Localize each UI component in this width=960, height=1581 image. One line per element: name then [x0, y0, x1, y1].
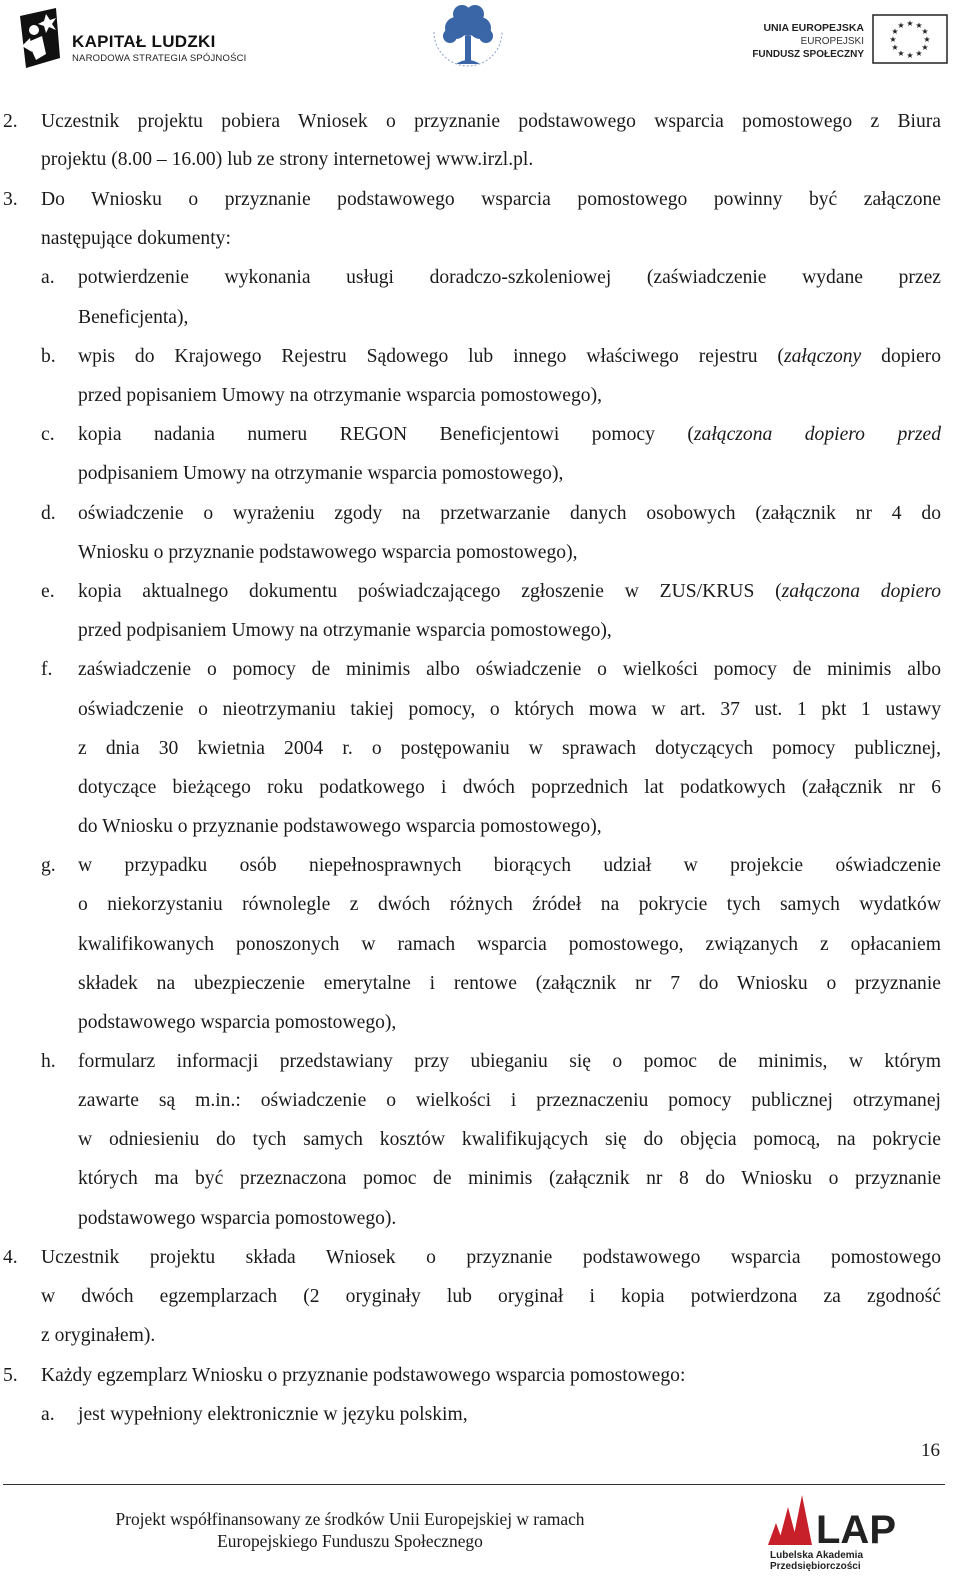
- page-number: 16: [921, 1440, 940, 1461]
- item-text-line: [78, 423, 941, 447]
- lap-text: LAP: [816, 1508, 896, 1552]
- item-text-line: [78, 580, 941, 604]
- item-text-line: zaświadczenie o pomocy de minimis albo oświadczenie o wielkości pomocy de minimis albo: [78, 659, 941, 680]
- svg-text:★: ★: [915, 21, 923, 30]
- tree-logo-icon: [420, 2, 516, 80]
- item-text-line: Wniosku o przyznanie podstawowego wsparcia pomostowego),: [78, 542, 578, 563]
- kapital-ludzki-title: KAPITAŁ LUDZKI: [72, 32, 216, 51]
- lap-caption: [770, 1550, 863, 1572]
- item-text-line: kwalifikowanych ponoszonych w ramach wsparcia pomostowego, związanych z opłacaniem: [78, 934, 941, 955]
- item-letter: f.: [41, 659, 53, 680]
- item-number: 2.: [3, 111, 18, 132]
- item-letter: b.: [41, 346, 56, 367]
- svg-text:★: ★: [921, 43, 929, 52]
- item-text-line: podstawowego wsparcia pomostowego),: [78, 1012, 397, 1033]
- item-text-line: o niekorzystaniu równolegle z dwóch różnych źródeł na pokrycie tych samych wydatków: [78, 894, 941, 915]
- item-text-line: oświadczenie o wyrażeniu zgody na przetwarzanie danych osobowych (załącznik nr 4 do: [78, 503, 941, 524]
- item-number: 5.: [3, 1365, 18, 1386]
- item-text-line: potwierdzenie wykonania usługi doradczo-szkoleniowej (zaświadczenie wydane przez: [78, 267, 941, 288]
- text-segment: dopiero: [861, 346, 941, 367]
- item-letter: h.: [41, 1051, 56, 1072]
- item-letter: a.: [41, 267, 55, 288]
- italic-segment: załączona dopiero przed: [693, 424, 941, 445]
- svg-text:★: ★: [915, 49, 923, 58]
- item-text-line: zawarte są m.in.: oświadczenie o wielkości i przeznaczeniu pomocy publicznej otrzymanej: [78, 1090, 941, 1111]
- item-text-line: w odniesieniu do tych samych kosztów kwalifikujących się do objęcia pomocą, na pokrycie: [78, 1129, 941, 1150]
- item-letter: d.: [41, 503, 56, 524]
- footer-divider: [3, 1484, 945, 1485]
- lap-caption-line-1: Lubelska Akademia: [770, 1550, 864, 1561]
- item-letter: c.: [41, 424, 55, 445]
- eu-logo: [752, 14, 950, 70]
- item-text-line: do Wniosku o przyznanie podstawowego wsparcia pomostowego),: [78, 816, 602, 837]
- eu-line-2: EUROPEJSKI: [800, 36, 864, 47]
- eu-line-3: FUNDUSZ SPOŁECZNY: [752, 49, 864, 60]
- item-text-line: Każdy egzemplarz Wniosku o przyznanie podstawowego wsparcia pomostowego:: [41, 1365, 686, 1386]
- item-text-line: oświadczenie o nieotrzymaniu takiej pomocy, o których mowa w art. 37 ust. 1 pkt 1 ustawy: [78, 699, 941, 720]
- item-number: 4.: [3, 1247, 18, 1268]
- item-text-line: przed podpisaniem Umowy na otrzymanie wsparcia pomostowego),: [78, 620, 612, 641]
- page-header: [0, 0, 960, 88]
- item-text-line: których ma być przeznaczona pomoc de minimis (załącznik nr 8 do Wniosku o przyznanie: [78, 1168, 941, 1189]
- svg-text:★: ★: [891, 27, 899, 36]
- svg-text:★: ★: [889, 35, 897, 44]
- item-text-line: następujące dokumenty:: [41, 228, 231, 249]
- item-text-line: projektu (8.00 – 16.00) lub ze strony internetowej www.irzl.pl.: [41, 149, 534, 170]
- item-text-line: z oryginałem).: [41, 1325, 156, 1346]
- item-text-line: podpisaniem Umowy na otrzymanie wsparcia pomostowego),: [78, 463, 564, 484]
- item-text-line: w przypadku osób niepełnosprawnych biorących udział w projekcie oświadczenie: [78, 855, 941, 876]
- item-text-line: jest wypełniony elektronicznie w języku polskim,: [78, 1404, 468, 1425]
- italic-segment: załączona dopiero: [781, 581, 942, 602]
- footer-line-1: Projekt współfinansowany ze środków Unii Europejskiej w ramach: [115, 1509, 585, 1529]
- lap-caption-line-2: Przedsiębiorczości: [770, 1561, 861, 1572]
- svg-text:★: ★: [921, 27, 929, 36]
- item-letter: e.: [41, 581, 55, 602]
- italic-segment: załączony: [783, 346, 862, 367]
- svg-text:★: ★: [897, 49, 905, 58]
- footer-line-2: Europejskiego Funduszu Społecznego: [217, 1531, 483, 1551]
- kapital-ludzki-mark-icon: [16, 8, 62, 70]
- svg-text:★: ★: [923, 35, 931, 44]
- item-text-line: Uczestnik projektu składa Wniosek o przyznanie podstawowego wsparcia pomostowego: [41, 1247, 941, 1268]
- svg-text:★: ★: [906, 51, 914, 60]
- item-text-line: formularz informacji przedstawiany przy ubieganiu się o pomoc de minimis, w którym: [78, 1051, 941, 1072]
- item-text-line: Beneficjenta),: [78, 307, 189, 328]
- text-segment: wpis do Krajowego Rejestru Sądowego lub innego właściwego rejestru (: [78, 346, 784, 367]
- item-letter: g.: [41, 855, 56, 876]
- eu-flag-icon: [872, 14, 948, 64]
- eu-line-1: UNIA EUROPEJSKA: [763, 22, 864, 34]
- item-text-line: Uczestnik projektu pobiera Wniosek o przyznanie podstawowego wsparcia pomostowego z Biura: [41, 111, 941, 132]
- text-segment: kopia aktualnego dokumentu poświadczającego zgłoszenie w ZUS/KRUS (: [78, 581, 782, 602]
- item-text-line: podstawowego wsparcia pomostowego).: [78, 1208, 397, 1229]
- svg-text:★: ★: [891, 43, 899, 52]
- item-text-line: przed popisaniem Umowy na otrzymanie wsparcia pomostowego),: [78, 385, 602, 406]
- kapital-ludzki-subtitle: NARODOWA STRATEGIA SPÓJNOŚCI: [72, 53, 247, 64]
- item-text-line: z dnia 30 kwietnia 2004 r. o postępowaniu w sprawach dotyczących pomocy publicznej,: [78, 738, 941, 759]
- item-text-line: w dwóch egzemplarzach (2 oryginały lub oryginał i kopia potwierdzona za zgodność: [41, 1286, 941, 1307]
- item-number: 3.: [3, 189, 18, 210]
- item-text-line: [78, 345, 941, 369]
- item-letter: a.: [41, 1404, 55, 1425]
- item-text-line: Do Wniosku o przyznanie podstawowego wsparcia pomostowego powinny być załączone: [41, 189, 941, 210]
- svg-text:★: ★: [897, 21, 905, 30]
- text-segment: kopia nadania numeru REGON Beneficjentowi pomocy (: [78, 424, 694, 445]
- item-text-line: składek na ubezpieczenie emerytalne i rentowe (załącznik nr 7 do Wniosku o przyznanie: [78, 973, 941, 994]
- kapital-ludzki-logo: [16, 8, 247, 72]
- svg-text:★: ★: [906, 19, 914, 28]
- item-text-line: dotyczące bieżącego roku podatkowego i dwóch poprzednich lat podatkowych (załącznik nr 6: [78, 777, 941, 798]
